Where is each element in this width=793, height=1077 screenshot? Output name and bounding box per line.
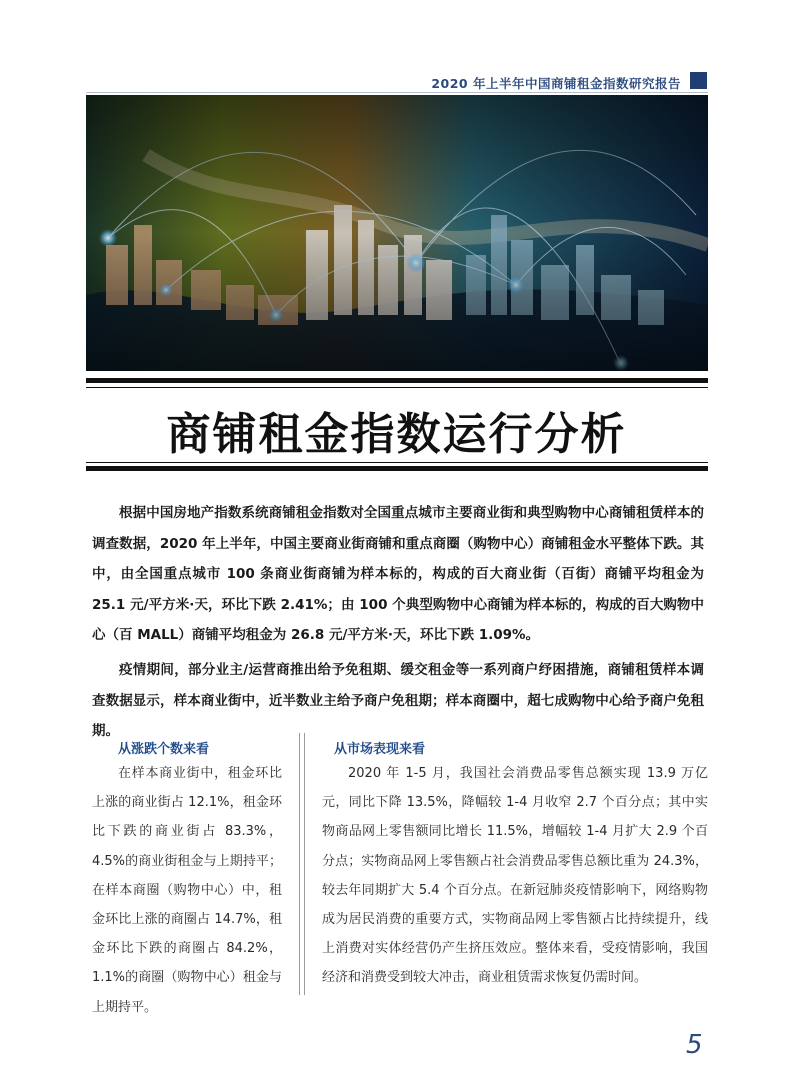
title-rule-top-thin	[86, 387, 708, 388]
title-rule-top-thick	[86, 378, 708, 383]
header-square-mark	[690, 72, 707, 89]
header-divider	[86, 92, 708, 93]
title-rule-bottom-thick	[86, 466, 708, 471]
right-column-heading: 从市场表现来看	[334, 742, 426, 757]
left-column-text: 在样本商业街中，租金环比上涨的商业街占 12.1%，租金环比下跌的商业街占 83.3%，4.5%的商业街租金与上期持平；在样本商圈（购物中心）中，租金环比上涨的商圈占 14.7%，租金环比下跌的商圈占 84.2%，1.1%的商圈（购物中心）租金与上期持平。	[92, 766, 282, 1015]
title-rule-bottom-thin	[86, 462, 708, 463]
intro-paragraph-1: 根据中国房地产指数系统商铺租金指数对全国重点城市主要商业街和典型购物中心商铺租赁样本的调查数据，2020 年上半年，中国主要商业街商铺和重点商圈（购物中心）商铺租金水平整体下跌。其中，由全国重点城市 100 条商业街商铺为样本标的，构成的百大商业街（百街）商铺平均租金为 25.1 元/平方米·天，环比下跌 2.41%；由 100 个典型购物中心商铺为样本标的，构成的百大购物中心（百 MALL）商铺平均租金为 26.8 元/平方米·天，环比下跌 1.09%。	[92, 505, 704, 643]
city-network-photo	[86, 95, 708, 371]
column-divider	[299, 733, 305, 995]
section-title: 商铺租金指数运行分析	[166, 409, 627, 460]
intro-paragraph-2: 疫情期间，部分业主/运营商推出给予免租期、缓交租金等一系列商户纾困措施，商铺租赁样本调查数据显示，样本商业街中，近半数业主给予商户免租期；样本商圈中，超七成购物中心给予商户免租期。	[92, 662, 704, 739]
left-column-heading: 从涨跌个数来看	[118, 742, 210, 757]
report-header-title: 2020 年上半年中国商铺租金指数研究报告	[431, 76, 681, 91]
page-number: 5	[686, 1030, 703, 1060]
right-column-text: 2020 年 1-5 月，我国社会消费品零售总额实现 13.9 万亿元，同比下降 13.5%，降幅较 1-4 月收窄 2.7 个百分点；其中实物商品网上零售额同比增长 11.5%，增幅较 1-4 月扩大 2.9 个百分点；实物商品网上零售额占社会消费品零售总额比重为 24.3%，较去年同期扩大 5.4 个百分点。在新冠肺炎疫情影响下，网络购物成为居民消费的重要方式，实物商品网上零售额占比持续提升，线上消费对实体经营仍产生挤压效应。整体来看，受疫情影响，我国经济和消费受到较大冲击，商业租赁需求恢复仍需时间。	[322, 766, 708, 986]
